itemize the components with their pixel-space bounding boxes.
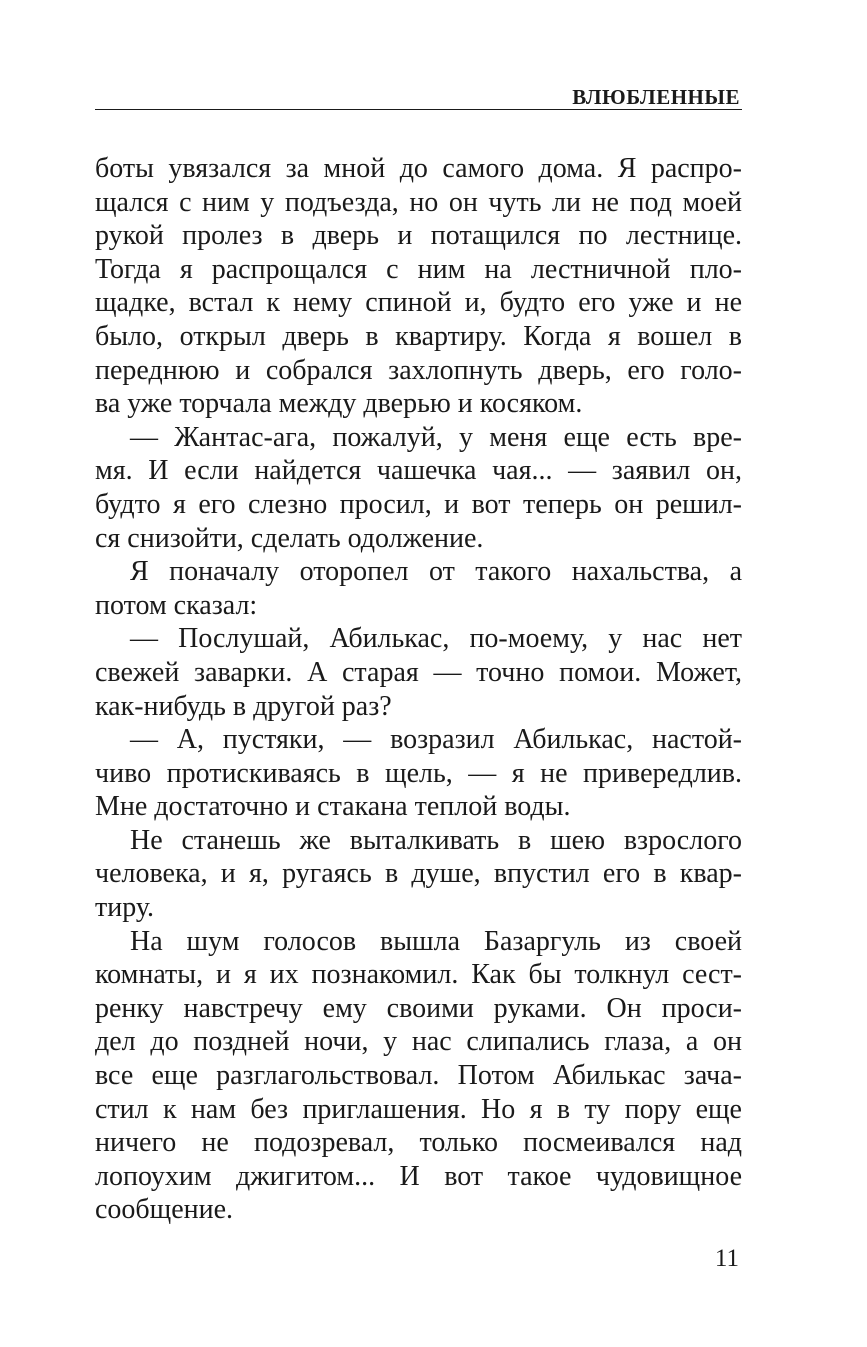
text-line: дел до поздней ночи, у нас слипались глаза, а он xyxy=(95,1026,742,1058)
text-line: человека, и я, ругаясь в душе, впустил его в квар- xyxy=(95,858,742,890)
text-line: стил к нам без приглашения. Но я в ту пору еще xyxy=(95,1093,742,1125)
text-line: Не станешь же выталкивать в шею взрослого xyxy=(130,824,742,856)
text-line: Я поначалу оторопел от такого нахальства, а xyxy=(130,556,742,588)
text-line: рукой пролез в дверь и потащился по лестнице. xyxy=(95,220,742,252)
body-text xyxy=(95,152,742,1227)
text-line: ся снизойти, сделать одолжение. xyxy=(95,522,484,554)
text-line: мя. И если найдется чашечка чая... — заявил он, xyxy=(95,455,742,487)
text-line: щался с ним у подъезда, но он чуть ли не под моей xyxy=(95,186,742,218)
text-line: было, открыл дверь в квартиру. Когда я вошел в xyxy=(95,320,742,352)
text-line: комнаты, и я их познакомил. Как бы толкнул сест- xyxy=(95,959,742,991)
text-line: сообщение. xyxy=(95,1194,234,1226)
text-line: все еще разглагольствовал. Потом Абилькас зача- xyxy=(95,1060,742,1092)
text-line: Тогда я распрощался с ним на лестничной пло- xyxy=(95,253,742,285)
text-line: боты увязался за мной до самого дома. Я распро- xyxy=(95,153,742,184)
text-line: свежей заварки. А старая — точно помои. Может, xyxy=(95,656,742,688)
text-line: лопоухим джигитом... И вот такое чудовищное xyxy=(95,1160,742,1192)
text-line: переднюю и собрался захлопнуть дверь, его голо- xyxy=(95,354,742,386)
running-title: ВЛЮБЛЕННЫЕ xyxy=(572,85,740,109)
text-line: как-нибудь в другой раз? xyxy=(95,690,392,722)
header-rule xyxy=(95,109,742,110)
text-line: Мне достаточно и стакана теплой воды. xyxy=(95,791,571,823)
text-line: — Жантас-ага, пожалуй, у меня еще есть вре- xyxy=(130,421,742,453)
text-line: потом сказал: xyxy=(95,589,258,621)
text-line: — Послушай, Абилькас, по-моему, у нас нет xyxy=(130,623,742,655)
text-line: будто я его слезно просил, и вот теперь он решил- xyxy=(95,488,742,520)
text-line: чиво протискиваясь в щель, — я не привередлив. xyxy=(95,757,742,789)
text-line: щадке, встал к нему спиной и, будто его уже и не xyxy=(95,287,742,319)
text-line: — А, пустяки, — возразил Абилькас, настой- xyxy=(130,724,742,756)
text-line: тиру. xyxy=(95,892,155,924)
text-line: ва уже торчала между дверью и косяком. xyxy=(95,388,583,420)
text-line: ренку навстречу ему своими руками. Он проси- xyxy=(95,992,742,1024)
text-line: На шум голосов вышла Базаргуль из своей xyxy=(130,925,742,957)
text-line: ничего не подозревал, только посмеивался над xyxy=(95,1127,742,1159)
page-number: 11 xyxy=(714,1245,739,1272)
